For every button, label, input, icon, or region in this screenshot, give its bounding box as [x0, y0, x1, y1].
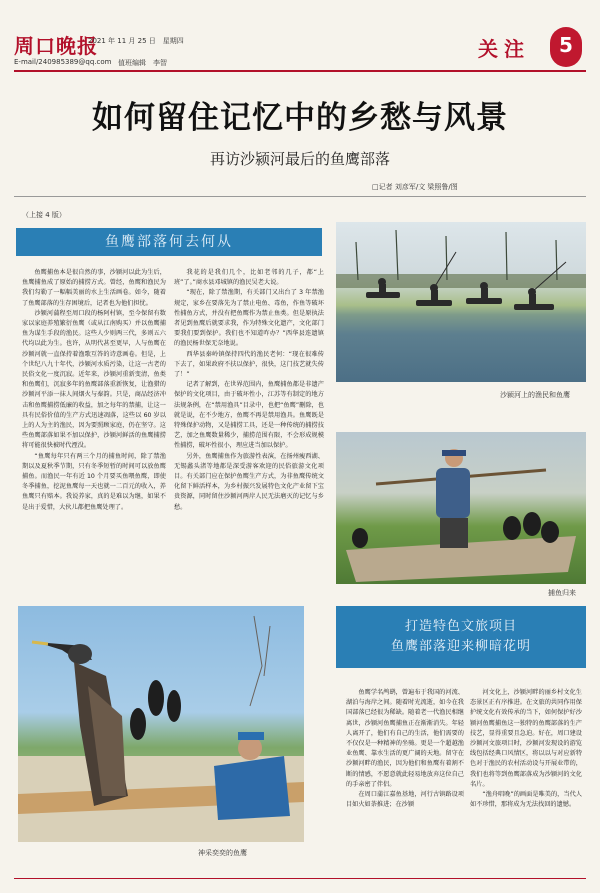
paragraph: 记者了解到，在世界范围内，鱼鹰捕鱼都是非遗产保护的文化项目，由于破坏性小，江苏等有制定的地方法规条例，在“禁用渔具”目录中，也把“鱼鹰”删除，也就是说，在不少地方，鱼鹰不再是禁用渔具。鱼鹰既是特殊保护动物，又是捕捞工具，还是一种传统的捕捞技艺，加之鱼鹰数量稀少，捕捞范围有限，不会形成规模性捕捞，破坏性很小，理应进当加以保护。 [174, 381, 324, 450]
photo-fishermen-river [336, 222, 586, 382]
paragraph: 西华县秦岭镇保持四代的渔民老何：“现在很难传下去了，如果政府不扶以保护，很快，这门技艺就失传了！” [174, 350, 324, 379]
caption-photo-1: 沙颍河上的渔民和鱼鹰 [500, 391, 570, 399]
paragraph: 鱼鹰学名鸬鹚，曾遍布于我国的河流、湖泊与海岸之间。随着时光流逝，如今在我国部落已经很为稀缺。随着老一代渔民相继离世，沙颍河鱼鹰捕鱼正在渐渐消失。年轻人离开了，他们有自己的生活，他们需要的不仅仅是一种精神的坐骑。更是一个超越渔业鱼鹰、靠水生活的更广阔的天地。留守在沙颍河畔的渔民，因为他们和鱼鹰有着割不断的情感，不愿意就此轻易地放弃这位自己的手亲密了伴侣。 [346, 689, 464, 788]
footer-rule [14, 878, 586, 879]
subhead: 再访沙颍河最后的鱼鹰部落 [209, 150, 390, 168]
paragraph: 在周口蒲江嘉鱼基地，河行古镇路设项目如火如荼推进；在沙颍 [346, 791, 464, 809]
photo-fishermen-river-drawing [336, 222, 586, 382]
caption-photo-2: 捕鱼归来 [548, 589, 576, 597]
newspaper-logo: 周口晚报 [14, 34, 98, 58]
paragraph: 沙颍河蒲程至周口段的杨阿村镇，至今保留有数家以家庭养殖繁衍鱼鹰（或从江南购买）并以鱼鹰捕鱼为谋生手段的渔民。这些人少则两三代，多则五六代均以此为生。也许，从明代甚至更早，人与鱼鹰在沙颍河就一直保持着渔歌互答的诗意画卷。但是，上个世纪八九十年代，沙颍河水质污染，让这一古老的民俗文化一度沉寂。近年来，沙颍河重新变清，鱼类和鱼鹰们，沉寂多年的鱼鹰部落重新恢复，让渔猎的沙颍河平添一抹人间烟火与秦韵。只是，商品经济冲击和鱼鹰捕捞低廉的收益，加之每年的禁捕，让这一具有民俗价值的生产方式迅速凋落，这些以 60 岁以上的人为主的渔民，因为要照顾家庭，仍在坚守。这些鱼鹰部落如果不加以保护，沙颍河鲜活的鱼鹰捕捞将可能很快被时代湮没。 [22, 309, 166, 450]
photo-cormorant [18, 606, 304, 842]
section-name: 关注 [478, 37, 530, 61]
issue-date: 2021 年 11 月 25 日 星期四 [88, 37, 184, 45]
paragraph: 我花的是我们几个，比如老邻的几子，都“上班”了。”商水县邓城镇的渔民吴老大说。 [174, 269, 324, 287]
photo-cormorant-drawing [18, 606, 304, 842]
contact-email: E-mail/240985389@qq.com [14, 58, 112, 66]
section-title-2-line-2: 鱼鹰部落迎来柳暗花明 [390, 639, 531, 654]
paragraph: “现在，除了禁渔期，有关部门又出台了 3 年禁渔规定，家乡在要落先为了禁止电鱼、毒鱼，作鱼等破坏性捕鱼方式，并没有把鱼鹰作为禁止鱼类。但是原执法者见到鱼鹰后就要求我，作为特殊文化遗产，文化部门要我们要到保护。我们也不知道咋办？”西华县连遗镇的渔民杨世保无奈地说。 [174, 289, 324, 348]
paragraph: 另外，鱼鹰捕鱼作为旅游性表演，在扬州瘦西湖、无锡蠡头渚等地都是深受游客欢迎的民俗旅游文化项目。有关部门应在保护鱼鹰生产方式，为非鱼鹰传统文化留下鲜活样本，为乡村振兴发展特色文化产业留下宝贵资源，同时留住沙颍河两岸人民无法磨灭的记忆与乡愁。 [174, 452, 324, 511]
section-banner-2 [336, 606, 586, 668]
duty-editor: 值班编辑 李智 [118, 59, 167, 67]
paragraph: “鱼鹰每年只有两三个月的捕鱼时间，除了禁渔期以及夏秋季节期，只有冬季短暂的时间可以放鱼鹰捕鱼。而渔民一年有近 10 个月要买鱼喂鱼鹰，即使冬季捕鱼，挖泥鱼鹰每一天也就一二百元的收入，养鱼鹰只有赔本。我说养家，真的是难以为继，如果不是出于爱惜，大伙儿都把鱼鹰处理了。 [22, 452, 166, 511]
section-title-2-line-1: 打造特色文旅项目 [404, 619, 517, 634]
headline-divider [14, 196, 586, 197]
text-column-c [346, 688, 464, 880]
caption-photo-3: 神采奕奕的鱼鹰 [198, 849, 247, 857]
text-column-a [22, 268, 166, 592]
paragraph: “渔舟唱晚”的画面是唯美的，当代人如不珍惜，那将成为无法找回的遗憾。 [470, 791, 582, 809]
section-title-1: 鱼鹰部落何去何从 [105, 234, 233, 250]
paragraph: 鱼鹰捕鱼本是很自然的事，沙颍河以此为生后，鱼鹰捕鱼成了原始的捕捞方式。曾经，鱼鹰和渔民为我们勾勒了一幅幅美丽的水上生活画卷。如今，随着了鱼鹰部落的生存困境后，记者也为他们担忧。 [22, 269, 166, 307]
text-column-b [174, 268, 324, 592]
section-banner-1 [16, 228, 322, 256]
byline: □记者 刘彦军/文 梁照鲁/图 [372, 183, 458, 191]
photo-fisherman-return [336, 432, 586, 584]
photo-fisherman-return-drawing [336, 432, 586, 584]
continued-note: （上接 4 版） [22, 211, 66, 219]
page-number-badge: 5 [550, 27, 582, 67]
headline: 如何留住记忆中的乡愁与风景 [92, 100, 508, 136]
paragraph: 河文化上，沙颍河畔的丽乡村文化生态景区正有序推进。在文旅的共同作用保护统文化有效传承的当下，如何保护好沙颍河鱼鹰捕鱼这一独特的鱼鹰部落的生产技艺，显得重要且急迫。好在，周口建设沙颍河文旅项目时，沙颍河发现设的游览线包括经典口风情区，将以以与对应新特色对于渔民的农村活动设与开展业带的，我们也将等到鱼鹰部落成为沙颍河的文化名片。 [470, 689, 582, 788]
masthead-rule [14, 70, 586, 72]
text-column-d [470, 688, 582, 880]
